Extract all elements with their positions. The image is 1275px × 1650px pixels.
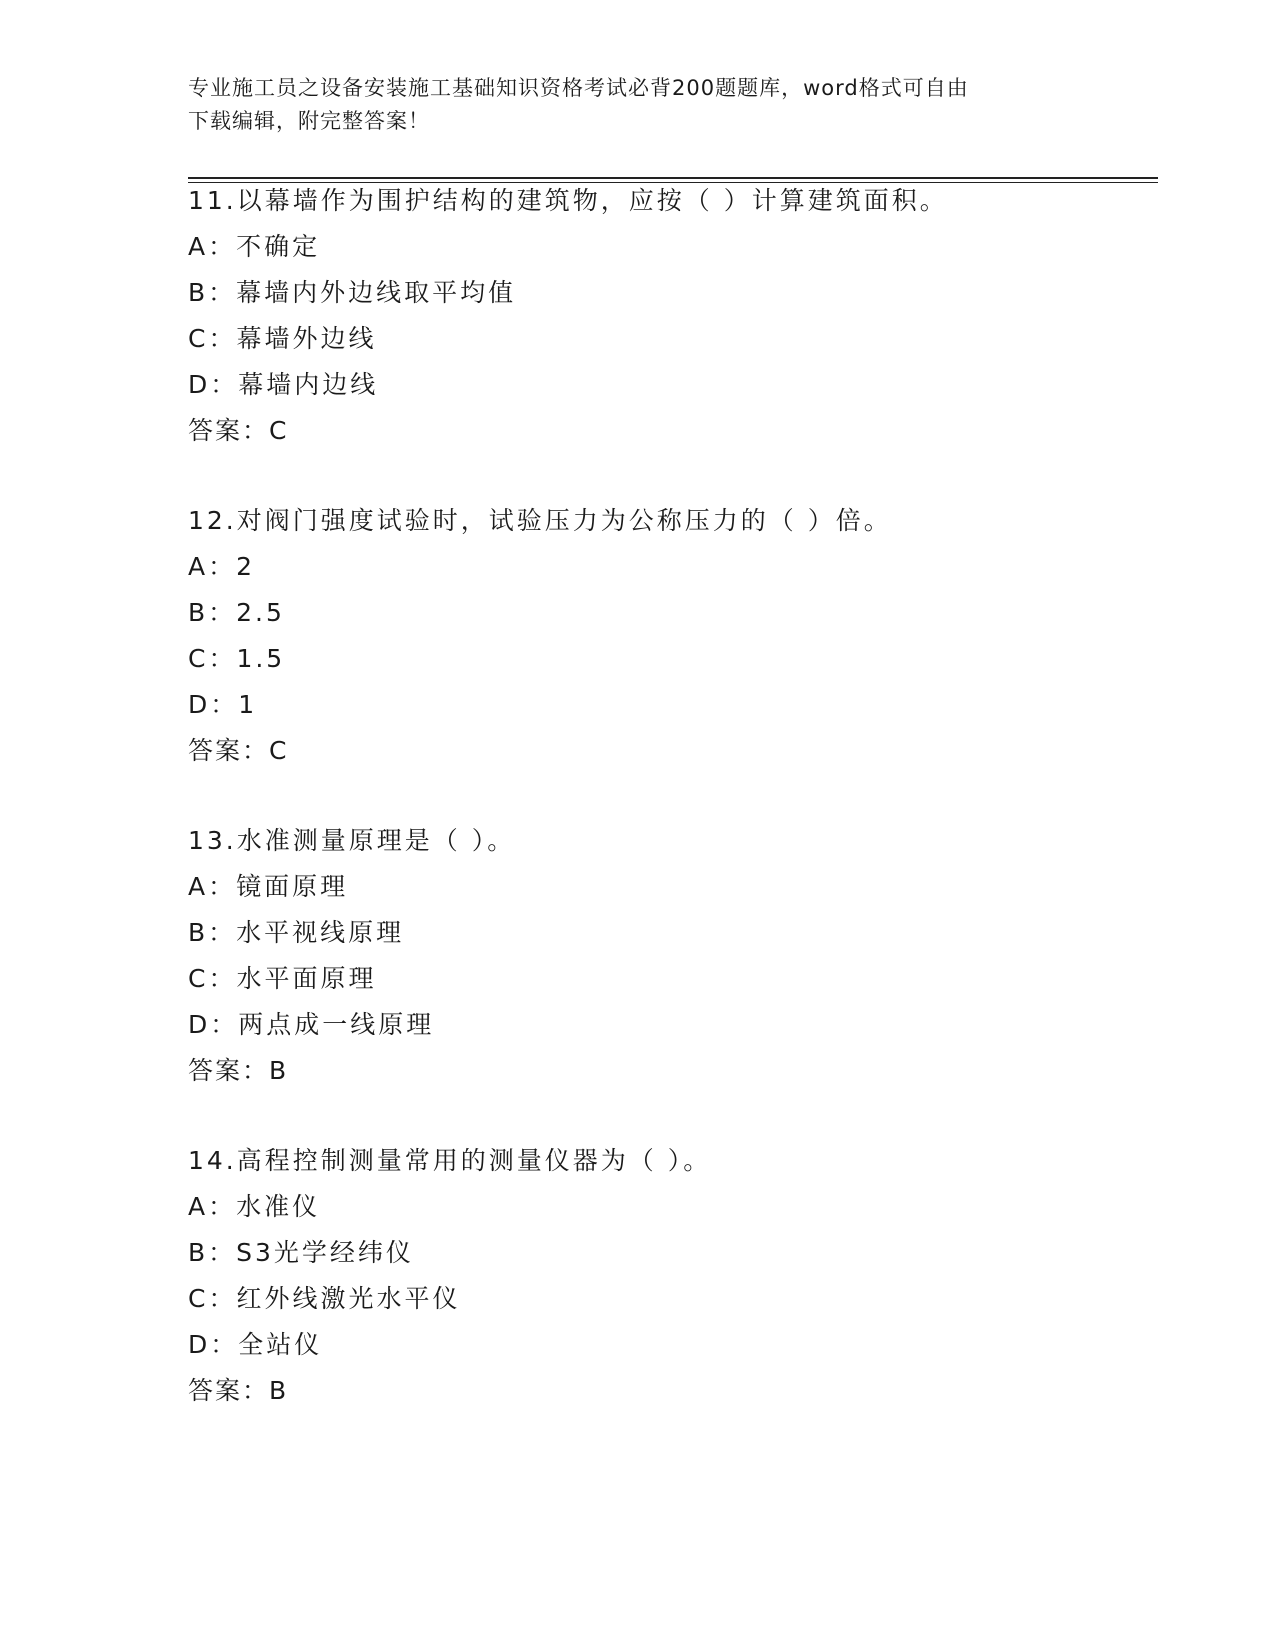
option-d: D：1 (188, 690, 258, 719)
answer-line: 答案：B (188, 1376, 289, 1405)
option-b: B：水平视线原理 (188, 918, 405, 947)
question-14 (188, 1138, 1188, 1414)
option-a: A：不确定 (188, 232, 321, 261)
option-d: D：幕墙内边线 (188, 370, 379, 399)
question-stem: 11.以幕墙作为围护结构的建筑物，应按（ ）计算建筑面积。 (188, 186, 948, 215)
option-c: C：幕墙外边线 (188, 324, 377, 353)
question-stem: 14.高程控制测量常用的测量仪器为（ ）。 (188, 1146, 712, 1175)
answer-line: 答案：C (188, 736, 289, 765)
option-a: A：水准仪 (188, 1192, 321, 1221)
option-b: B：2.5 (188, 598, 285, 627)
answer-line: 答案：B (188, 1056, 289, 1085)
header-line-2: 下载编辑，附完整答案！ (188, 109, 430, 133)
option-d: D：两点成一线原理 (188, 1010, 435, 1039)
option-b: B：S3光学经纬仪 (188, 1238, 414, 1267)
answer-line: 答案：C (188, 416, 289, 445)
question-12 (188, 498, 1188, 774)
document-header (188, 72, 1088, 138)
option-c: C：水平面原理 (188, 964, 377, 993)
question-stem: 12.对阀门强度试验时，试验压力为公称压力的（ ）倍。 (188, 506, 892, 535)
question-stem: 13.水准测量原理是（ ）。 (188, 826, 516, 855)
option-c: C：1.5 (188, 644, 286, 673)
option-c: C：红外线激光水平仪 (188, 1284, 461, 1313)
option-a: A：2 (188, 552, 256, 581)
question-13 (188, 818, 1188, 1094)
question-11 (188, 178, 1188, 454)
header-line-1: 专业施工员之设备安装施工基础知识资格考试必背200题题库，word格式可自由 (188, 76, 969, 100)
option-d: D：全站仪 (188, 1330, 323, 1359)
option-a: A：镜面原理 (188, 872, 349, 901)
option-b: B：幕墙内外边线取平均值 (188, 278, 517, 307)
